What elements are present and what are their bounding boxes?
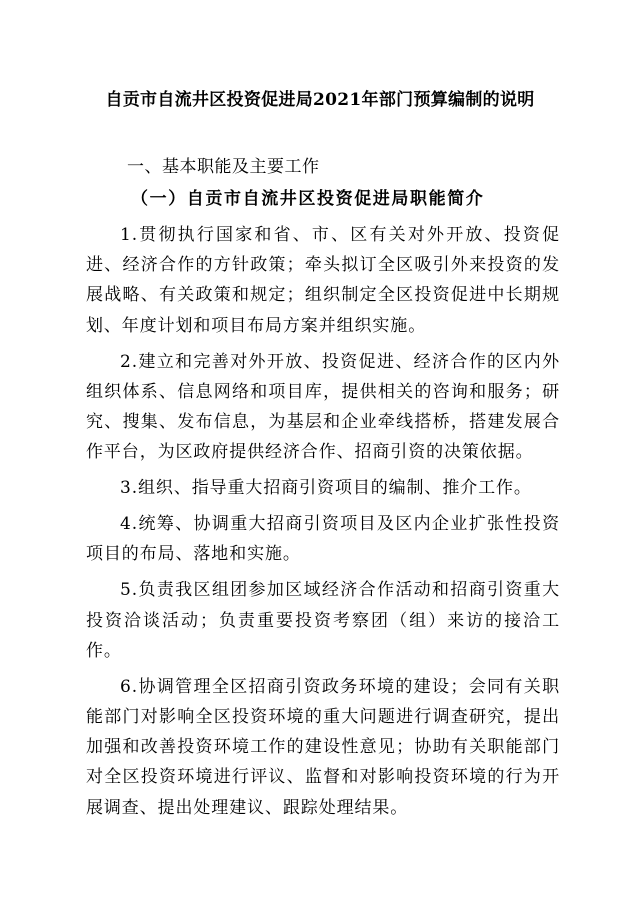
section-heading: 一、基本职能及主要工作: [127, 157, 320, 177]
paragraph-3: 3.组织、指导重大招商引资项目的编制、推介工作。: [120, 478, 532, 499]
subsection-heading: （一）自贡市自流井区投资促进局职能简介: [131, 189, 485, 209]
paragraph-1: 1.贯彻执行国家和省、市、区有关对外开放、投资促进、经济合作的方针政策；牵头拟订全区吸引外来投资的发展战略、有关政策和规定；组织制定全区投资促进中长期规划、年度计划和项目布局方案并组织实施。: [86, 225, 560, 336]
document-title: 自贡市自流井区投资促进局2021年部门预算编制的说明: [105, 90, 535, 110]
paragraph-4: 4.统筹、协调重大招商引资项目及区内企业扩张性投资项目的布局、落地和实施。: [86, 514, 560, 565]
paragraph-2: 2.建立和完善对外开放、投资促进、经济合作的区内外组织体系、信息网络和项目库，提供相关的咨询和服务；研究、搜集、发布信息，为基层和企业牵线搭桥，搭建发展合作平台，为区政府提供经济合作、招商引资的决策依据。: [86, 351, 560, 463]
paragraph-6: 6.协调管理全区招商引资政务环境的建设；会同有关职能部门对影响全区投资环境的重大问题进行调查研究，提出加强和改善投资环境工作的建设性意见；协助有关职能部门对全区投资环境进行评议、监督和对影响投资环境的行为开展调查、提出处理建议、跟踪处理结果。: [86, 676, 560, 818]
document-body: [86, 220, 560, 829]
paragraph-5: 5.负责我区组团参加区域经济合作活动和招商引资重大投资洽谈活动；负责重要投资考察团（组）来访的接洽工作。: [86, 580, 560, 661]
